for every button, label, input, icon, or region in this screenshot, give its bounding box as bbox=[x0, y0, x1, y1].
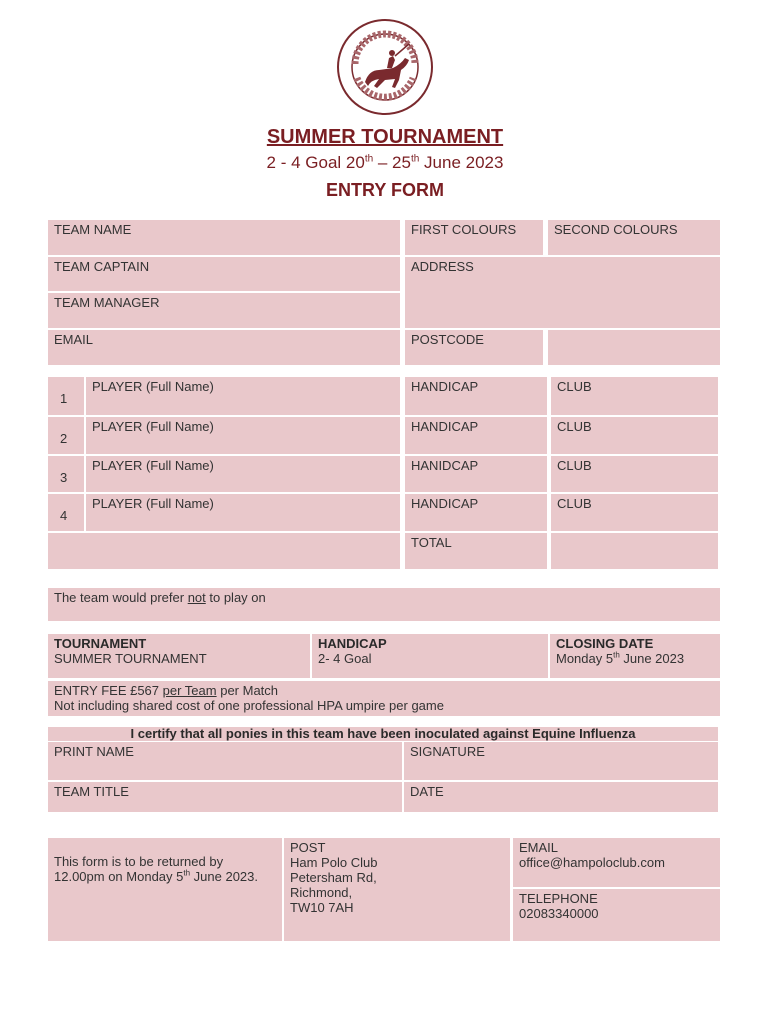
player-name-field[interactable]: PLAYER (Full Name) bbox=[86, 377, 400, 415]
first-colours-field[interactable]: FIRST COLOURS bbox=[405, 220, 543, 255]
player-handicap-field[interactable]: HANDICAP bbox=[405, 494, 547, 531]
signature-field[interactable]: SIGNATURE bbox=[404, 742, 718, 780]
total-value-field[interactable] bbox=[551, 533, 718, 569]
player-number: 1 bbox=[48, 377, 84, 415]
tournament-cell: TOURNAMENT SUMMER TOURNAMENT bbox=[48, 634, 310, 678]
play-preference-field[interactable]: The team would prefer not to play on bbox=[48, 588, 720, 621]
postcode-field[interactable]: POSTCODE bbox=[405, 330, 543, 365]
player-club-field[interactable]: CLUB bbox=[551, 456, 718, 492]
team-name-field[interactable]: TEAM NAME bbox=[48, 220, 400, 255]
player-name-field[interactable]: PLAYER (Full Name) bbox=[86, 494, 400, 531]
player-number: 4 bbox=[48, 494, 84, 531]
telephone-contact: TELEPHONE 02083340000 bbox=[513, 889, 720, 941]
team-title-field[interactable]: TEAM TITLE bbox=[48, 782, 402, 812]
certify-statement: I certify that all ponies in this team have been inoculated against Equine Influenza bbox=[48, 727, 718, 741]
player-club-field[interactable]: CLUB bbox=[551, 417, 718, 454]
player-number: 3 bbox=[48, 456, 84, 492]
email-contact: EMAIL office@hampoloclub.com bbox=[513, 838, 720, 887]
player-name-field[interactable]: PLAYER (Full Name) bbox=[86, 417, 400, 454]
tournament-subtitle: 2 - 4 Goal 20th – 25th June 2023 bbox=[266, 153, 504, 172]
second-colours-field[interactable]: SECOND COLOURS bbox=[548, 220, 720, 255]
team-manager-field[interactable]: TEAM MANAGER bbox=[48, 293, 400, 328]
player-number: 2 bbox=[48, 417, 84, 454]
print-name-field[interactable]: PRINT NAME bbox=[48, 742, 402, 780]
total-label: TOTAL bbox=[405, 533, 547, 569]
player-club-field[interactable]: CLUB bbox=[551, 377, 718, 415]
post-address: POST Ham Polo Club Petersham Rd, Richmond, TW10 7AH bbox=[284, 838, 510, 941]
player-handicap-field[interactable]: HANDICAP bbox=[405, 417, 547, 454]
player-handicap-field[interactable]: HANDICAP bbox=[405, 377, 547, 415]
address-field[interactable]: ADDRESS bbox=[405, 257, 720, 328]
player-name-field[interactable]: PLAYER (Full Name) bbox=[86, 456, 400, 492]
player-handicap-field[interactable]: HANIDCAP bbox=[405, 456, 547, 492]
postcode-value-field[interactable] bbox=[548, 330, 720, 365]
email-field[interactable]: EMAIL bbox=[48, 330, 400, 365]
email-link[interactable]: office@hampoloclub.com bbox=[519, 855, 665, 870]
return-instructions: This form is to be returned by 12.00pm on Monday 5th June 2023. bbox=[48, 838, 282, 941]
total-spacer bbox=[48, 533, 400, 569]
player-club-field[interactable]: CLUB bbox=[551, 494, 718, 531]
page-title: SUMMER TOURNAMENT bbox=[266, 126, 504, 148]
handicap-cell: HANDICAP 2- 4 Goal bbox=[312, 634, 548, 678]
ham-polo-club-logo bbox=[335, 18, 435, 116]
entry-fee-cell: ENTRY FEE £567 per Team per Match Not including shared cost of one professional HPA umpire per game bbox=[48, 681, 720, 716]
team-captain-field[interactable]: TEAM CAPTAIN bbox=[48, 257, 400, 291]
date-field[interactable]: DATE bbox=[404, 782, 718, 812]
closing-date-cell: CLOSING DATE Monday 5th June 2023 bbox=[550, 634, 720, 678]
form-title: ENTRY FORM bbox=[325, 180, 444, 200]
